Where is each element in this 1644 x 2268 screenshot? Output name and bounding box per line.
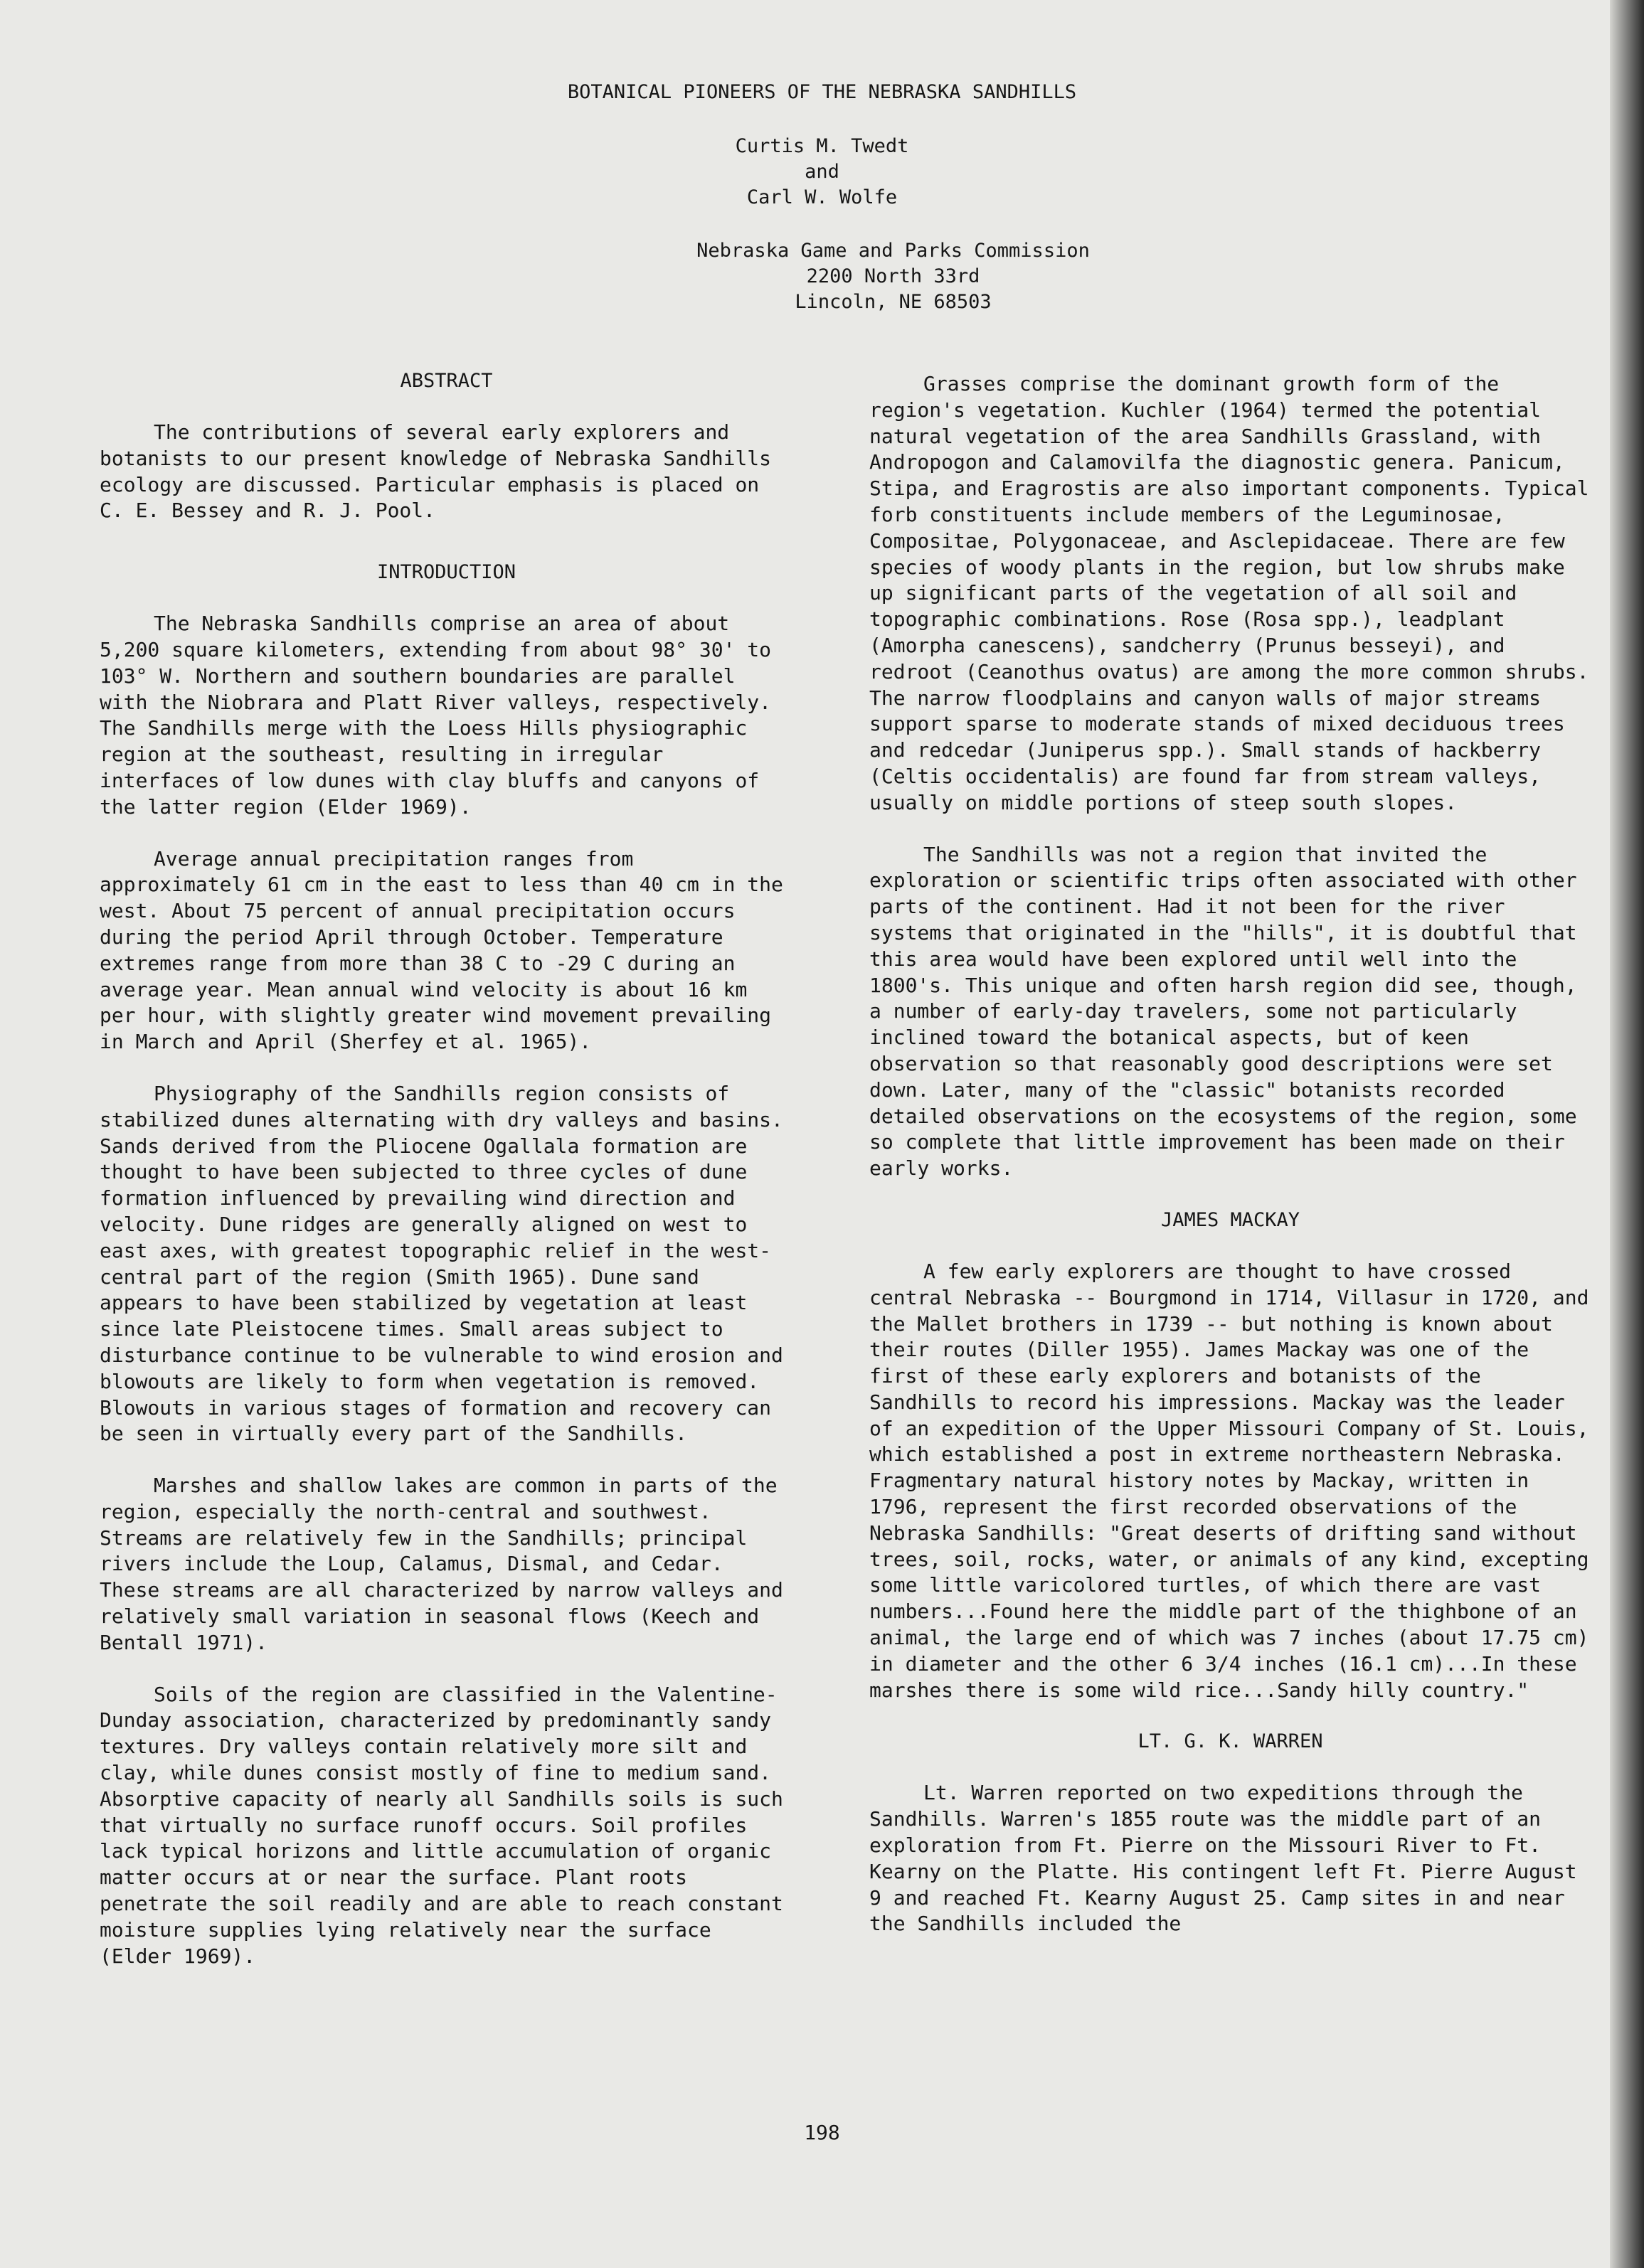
author-conjunction: and bbox=[805, 161, 839, 183]
intro-paragraph-4: Marshes and shallow lakes are common in parts of the region, especially the north-central and southwest. Streams are relatively few in the Sandhills; principal rivers include the Loup, Calamus, Dismal, and Cedar. These streams are all characterized by narrow valleys and relatively small variation in seasonal flows (Keech and Bentall 1971). bbox=[100, 1474, 783, 1654]
mackay-heading: JAMES MACKAY bbox=[1160, 1208, 1300, 1231]
warren-paragraph: Lt. Warren reported on two expeditions through the Sandhills. Warren's 1855 route was the middle part of an exploration from Ft. Pierre on the Missouri River to Ft. Kearny on the Platte. His contingent left Ft. Pierre August 9 and reached Ft. Kearny August 25. Camp sites in and near the Sandhills included the bbox=[869, 1781, 1577, 1936]
exploration-paragraph: The Sandhills was not a region that invited the exploration or scientific trips often associated with other parts of the continent. Had it not been for the river systems that originated in the "hills", it is doubtful that this area would have been explored until well into the 1800's. This unique and often harsh region did see, though, a number of early-day travelers, some not particularly inclined toward the botanical aspects, but of keen observation so that reasonably good descriptions were set down. Later, many of the "classic" botanists recorded detailed observations on the ecosystems of the region, some so complete that little improvement has been made on their early works. bbox=[869, 842, 1577, 1181]
abstract-heading: ABSTRACT bbox=[400, 370, 493, 392]
affiliation-line-2: 2200 North 33rd bbox=[806, 265, 980, 287]
introduction-heading: INTRODUCTION bbox=[376, 561, 516, 584]
author-1: Curtis M. Twedt bbox=[735, 135, 909, 157]
mackay-paragraph: A few early explorers are thought to have crossed central Nebraska -- Bourgmond in 1714, Villasur in 1720, and the Mallet brothers in 1739 -- but nothing is known about their routes (Diller 1955). James Mackay was one of the first of these early explorers and botanists of the Sandhills to record his impressions. Mackay was the leader of an expedition of the Upper Missouri Company of St. Louis, which established a post in extreme northeastern Nebraska. Fragmentary natural history notes by Mackay, written in 1796, represent the first recorded observations of the Nebraska Sandhills: "Great deserts of drifting sand without trees, soil, rocks, water, or animals of any kind, excepting some little varicolored turtles, of which there are vast numbers...Found here the middle part of the thighbone of an animal, the large end of which was 7 inches (about 17.75 cm) in diameter and the other 6 3/4 inches (16.1 cm)...In these marshes there is some wild rice...Sandy hilly country." bbox=[869, 1259, 1589, 1702]
warren-heading: LT. G. K. WARREN bbox=[1137, 1730, 1323, 1753]
intro-paragraph-5: Soils of the region are classified in the Valentine-Dunday association, characterized by predominantly sandy textures. Dry valleys contain relatively more silt and clay, while dunes consist mostly of fine to medium sand. Absorptive capacity of nearly all Sandhills soils is such that virtually no surface runoff occurs. Soil profiles lack typical horizons and little accumulation of organic matter occurs at or near the surface. Plant roots penetrate the soil readily and are able to reach constant moisture supplies lying relatively near the surface (Elder 1969). bbox=[100, 1682, 783, 1968]
affiliation-line-1: Nebraska Game and Parks Commission bbox=[696, 240, 1090, 262]
author-2: Carl W. Wolfe bbox=[746, 186, 898, 208]
page-edge-shadow bbox=[1610, 0, 1644, 2268]
right-column bbox=[869, 371, 1591, 1963]
abstract-text: The contributions of several early explorers and botanists to our present knowledge of Nebraska Sandhills ecology are discussed. Particular emphasis is placed on C. E. Bessey and R. J. Pool. bbox=[100, 420, 772, 523]
page-number: 198 bbox=[804, 2121, 840, 2144]
vegetation-paragraph: Grasses comprise the dominant growth form of the region's vegetation. Kuchler (1964) termed the potential natural vegetation of the area Sandhills Grassland, with Andropogon and Calamovilfa the diagnostic genera. Panicum, Stipa, and Eragrostis are also important components. Typical forb constituents include members of the Leguminosae, Compositae, Polygonaceae, and Asclepidaceae. There are few species of woody plants in the region, but low shrubs make up significant parts of the vegetation of all soil and topographic combinations. Rose (Rosa spp.), leadplant (Amorpha canescens), sandcherry (Prunus besseyi), and redroot (Ceanothus ovatus) are among the more common shrubs. The narrow floodplains and canyon walls of major streams support sparse to moderate stands of mixed deciduous trees and redcedar (Juniperus spp.). Small stands of hackberry (Celtis occidentalis) are found far from stream valleys, usually on middle portions of steep south slopes. bbox=[869, 372, 1589, 814]
left-column bbox=[100, 368, 793, 1995]
intro-paragraph-3: Physiography of the Sandhills region consists of stabilized dunes alternating with dry valleys and basins. Sands derived from the Pliocene Ogallala formation are thought to have been subjected to three cycles of dune formation influenced by prevailing wind direction and velocity. Dune ridges are generally aligned on west to east axes, with greatest topographic relief in the west-central part of the region (Smith 1965). Dune sand appears to have been stabilized by vegetation at least since late Pleistocene times. Small areas subject to disturbance continue to be vulnerable to wind erosion and blowouts are likely to form when vegetation is removed. Blowouts in various stages of formation and recovery can be seen in virtually every part of the Sandhills. bbox=[100, 1081, 783, 1446]
intro-paragraph-1: The Nebraska Sandhills comprise an area of about 5,200 square kilometers, extending from about 98° 30' to 103° W. Northern and southern boundaries are parallel with the Niobrara and Platt River valleys, respectively. The Sandhills merge with the Loess Hills physiographic region at the southeast, resulting in irregular interfaces of low dunes with clay bluffs and canyons of the latter region (Elder 1969). bbox=[100, 612, 772, 819]
intro-paragraph-2: Average annual precipitation ranges from approximately 61 cm in the east to less than 40 cm in the west. About 75 percent of annual precipitation occurs during the period April through October. Temperature extremes range from more than 38 C to -29 C during an average year. Mean annual wind velocity is about 16 km per hour, with slightly greater wind movement prevailing in March and April (Sherfey et al. 1965). bbox=[100, 846, 783, 1054]
affiliation-line-3: Lincoln, NE 68503 bbox=[795, 291, 992, 313]
paper-title: BOTANICAL PIONEERS OF THE NEBRASKA SANDHILLS bbox=[567, 81, 1077, 103]
